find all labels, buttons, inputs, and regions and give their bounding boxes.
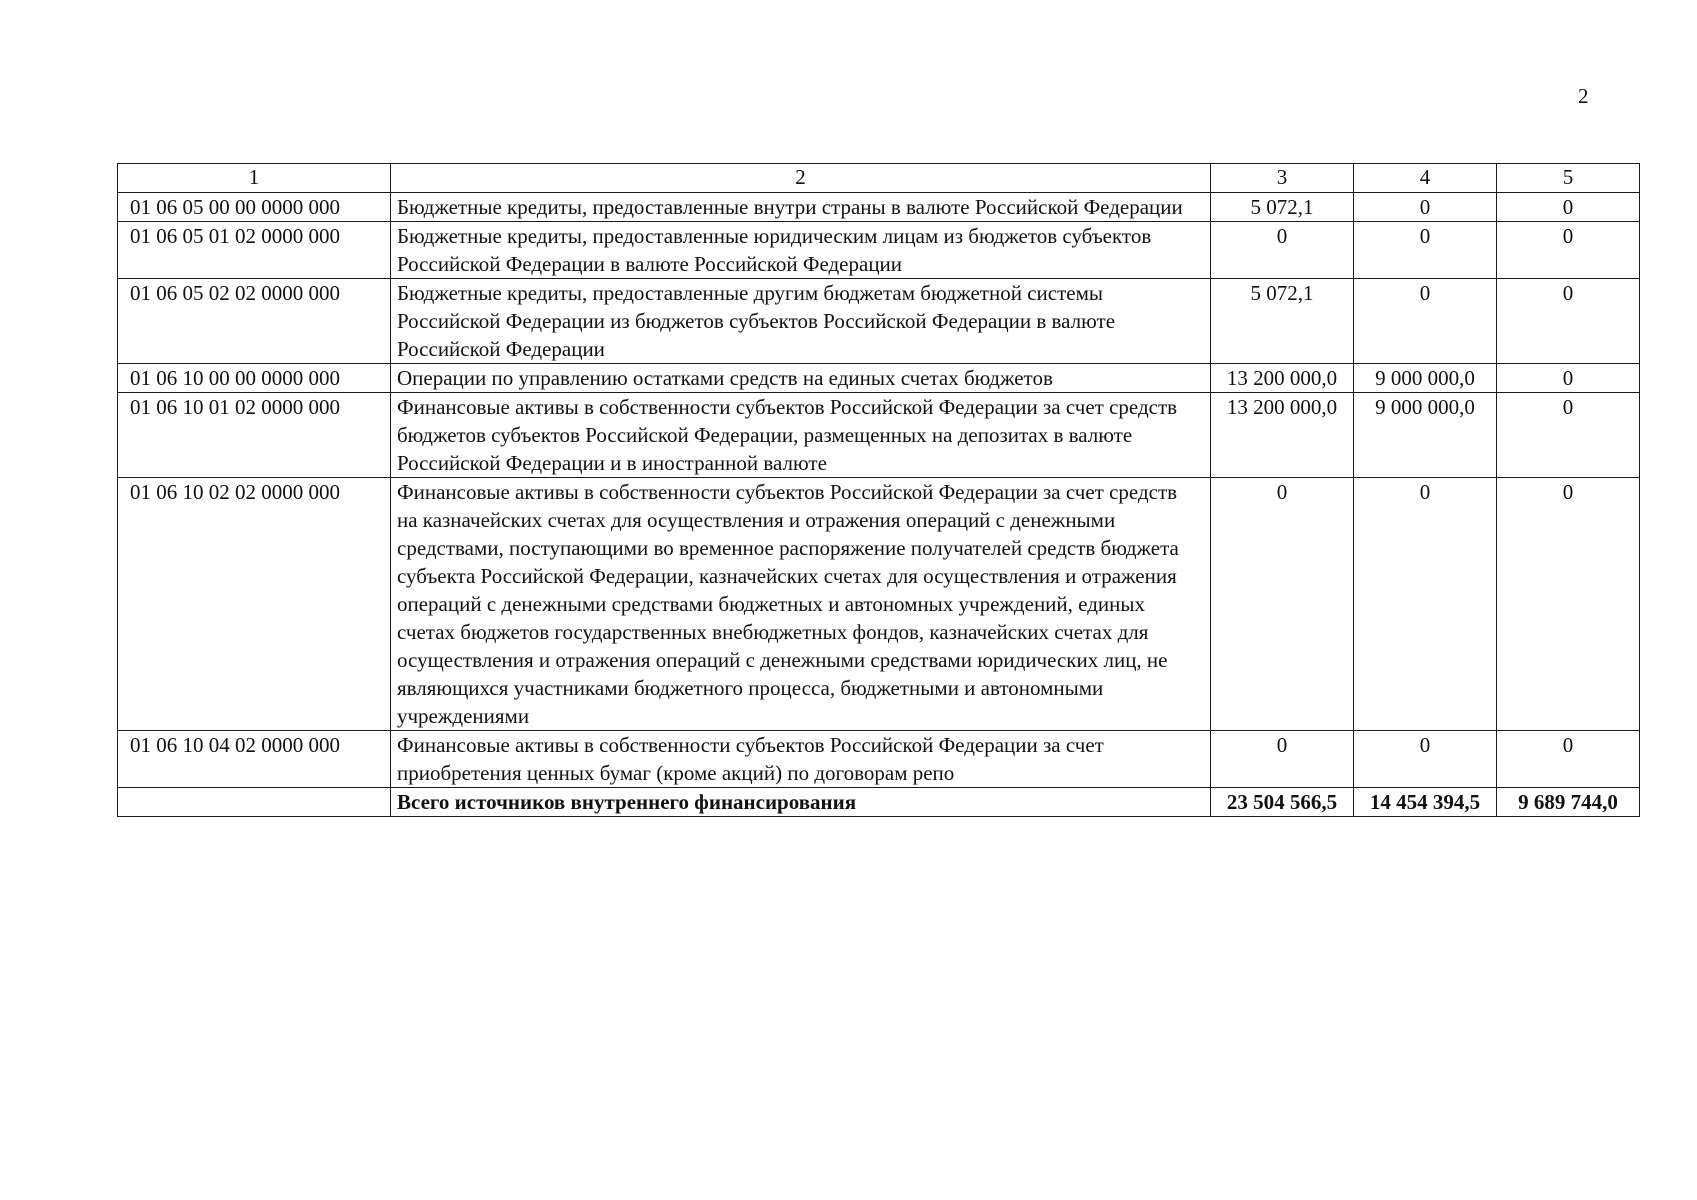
value-col5-cell: 0: [1497, 222, 1640, 279]
value-col3-cell: 0: [1211, 478, 1354, 731]
total-col3-cell: 23 504 566,5: [1211, 788, 1354, 817]
budget-code-cell: 01 06 10 00 00 0000 000: [118, 364, 391, 393]
value-col4-cell: 0: [1354, 478, 1497, 731]
column-header-1: 1: [118, 164, 391, 193]
value-col4-cell: 0: [1354, 222, 1497, 279]
value-col4-cell: 0: [1354, 731, 1497, 788]
value-col5-cell: 0: [1497, 478, 1640, 731]
total-col5-cell: 9 689 744,0: [1497, 788, 1640, 817]
value-col3-cell: 13 200 000,0: [1211, 393, 1354, 478]
value-col3-cell: 13 200 000,0: [1211, 364, 1354, 393]
table-row: [118, 222, 1640, 279]
item-name-cell: Бюджетные кредиты, предоставленные юридическим лицам из бюджетов субъектов Российской Федерации в валюте Российской Федерации: [391, 222, 1211, 279]
column-header-5: 5: [1497, 164, 1640, 193]
total-label: Всего источников внутреннего финансирования: [391, 788, 1211, 817]
budget-code-cell: 01 06 10 04 02 0000 000: [118, 731, 391, 788]
total-col4-cell: 14 454 394,5: [1354, 788, 1497, 817]
value-col5-cell: 0: [1497, 731, 1640, 788]
value-col3-cell: 0: [1211, 222, 1354, 279]
total-code-cell: [118, 788, 391, 817]
budget-sources-table: [117, 163, 1640, 817]
value-col5-cell: 0: [1497, 193, 1640, 222]
value-col4-cell: 9 000 000,0: [1354, 364, 1497, 393]
table-header-row: [118, 164, 1640, 193]
budget-code-cell: 01 06 10 01 02 0000 000: [118, 393, 391, 478]
table-row: [118, 478, 1640, 731]
item-name-cell: Бюджетные кредиты, предоставленные внутри страны в валюте Российской Федерации: [391, 193, 1211, 222]
column-header-4: 4: [1354, 164, 1497, 193]
table-row: [118, 364, 1640, 393]
table-row: [118, 193, 1640, 222]
budget-code-cell: 01 06 10 02 02 0000 000: [118, 478, 391, 731]
item-name-cell: Операции по управлению остатками средств на единых счетах бюджетов: [391, 364, 1211, 393]
column-header-3: 3: [1211, 164, 1354, 193]
item-name-cell: Финансовые активы в собственности субъектов Российской Федерации за счет приобретения ценных бумаг (кроме акций) по договорам репо: [391, 731, 1211, 788]
page-number: 2: [1578, 84, 1589, 108]
table-row: [118, 393, 1640, 478]
value-col3-cell: 0: [1211, 731, 1354, 788]
total-row: [118, 788, 1640, 817]
item-name-cell: Финансовые активы в собственности субъектов Российской Федерации за счет средств на казначейских счетах для осуществления и отражения операций с денежными средствами, поступающими во временное распоряжение получателей средств бюджета субъекта Российской Федерации, казначейских счетах для осуществления и отражения операций с денежными средствами бюджетных и автономных учреждений, единых счетах бюджетов государственных внебюджетных фондов, казначейских счетах для осуществления и отражения операций с денежными средствами юридических лиц, не являющихся участниками бюджетного процесса, бюджетными и автономными учреждениями: [391, 478, 1211, 731]
value-col4-cell: 0: [1354, 193, 1497, 222]
value-col3-cell: 5 072,1: [1211, 193, 1354, 222]
table-row: [118, 731, 1640, 788]
budget-code-cell: 01 06 05 02 02 0000 000: [118, 279, 391, 364]
value-col3-cell: 5 072,1: [1211, 279, 1354, 364]
value-col5-cell: 0: [1497, 364, 1640, 393]
budget-code-cell: 01 06 05 00 00 0000 000: [118, 193, 391, 222]
column-header-2: 2: [391, 164, 1211, 193]
item-name-cell: Бюджетные кредиты, предоставленные другим бюджетам бюджетной системы Российской Федерации из бюджетов субъектов Российской Федерации в валюте Российской Федерации: [391, 279, 1211, 364]
value-col5-cell: 0: [1497, 393, 1640, 478]
value-col4-cell: 0: [1354, 279, 1497, 364]
table-row: [118, 279, 1640, 364]
value-col5-cell: 0: [1497, 279, 1640, 364]
budget-code-cell: 01 06 05 01 02 0000 000: [118, 222, 391, 279]
item-name-cell: Финансовые активы в собственности субъектов Российской Федерации за счет средств бюджетов субъектов Российской Федерации, размещенных на депозитах в валюте Российской Федерации и в иностранной валюте: [391, 393, 1211, 478]
value-col4-cell: 9 000 000,0: [1354, 393, 1497, 478]
